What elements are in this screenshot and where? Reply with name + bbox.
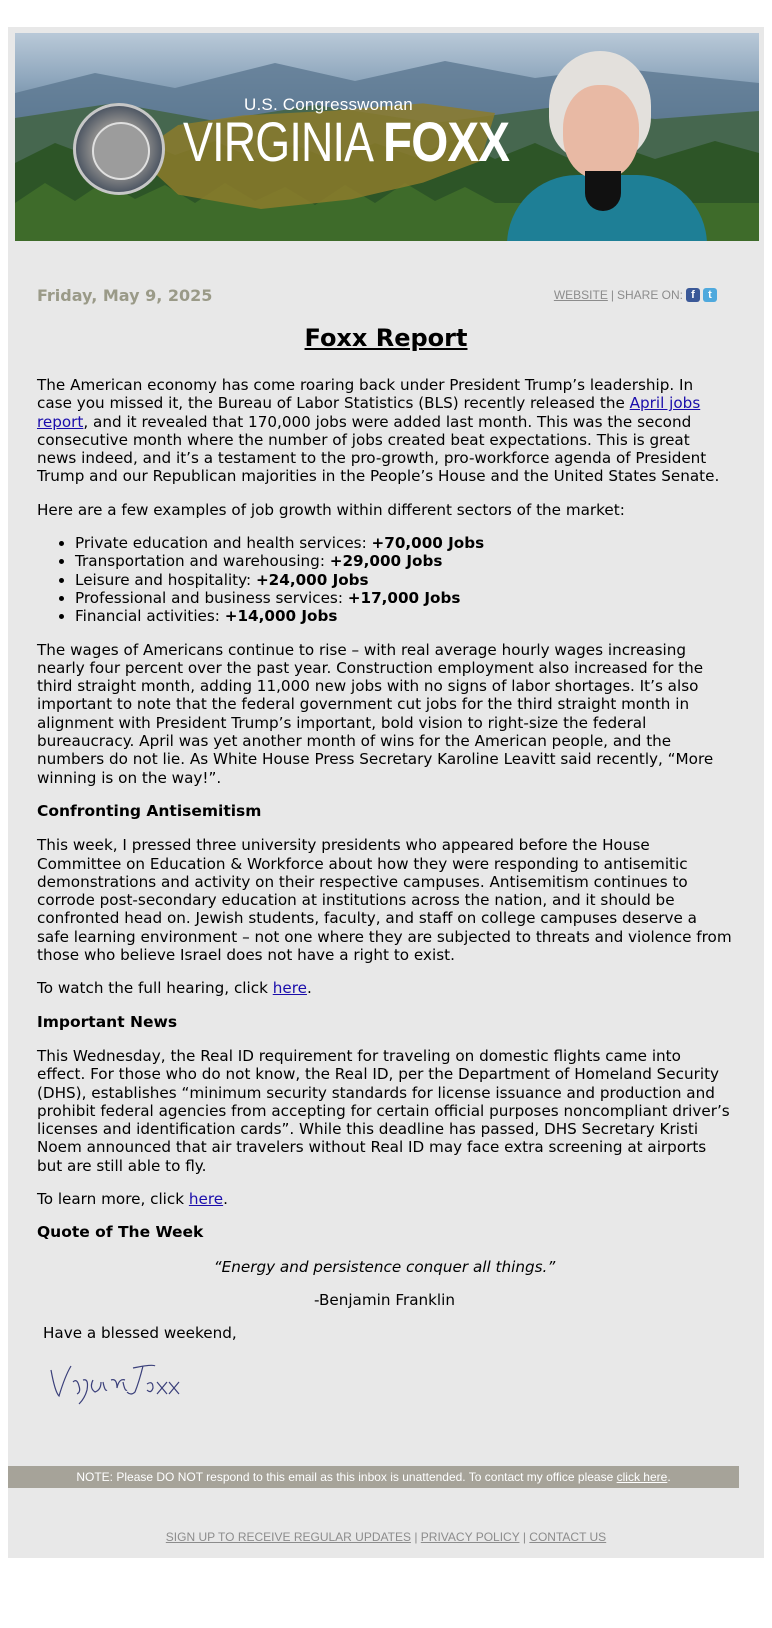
list-item: • Transportation and warehousing: +29,000 Jobs [75, 552, 732, 570]
footer-notice: NOTE: Please DO NOT respond to this email as this inbox is unattended. To contact my office please click here. [8, 1466, 739, 1488]
share-bar [554, 288, 717, 302]
privacy-policy-link[interactable]: PRIVACY POLICY [420, 1530, 520, 1544]
real-id-link[interactable]: here [188, 1189, 224, 1208]
header-banner [15, 33, 759, 241]
important-news-heading: Important News [37, 1012, 178, 1031]
real-id-cta: To learn more, click here. [37, 1189, 228, 1208]
issue-date: Friday, May 9, 2025 [37, 286, 213, 305]
share-label: SHARE ON: [616, 288, 683, 302]
sectors-intro: Here are a few examples of job growth within different sectors of the market: [37, 500, 625, 519]
list-item: • Professional and business services: +17,000 Jobs [75, 589, 732, 607]
contact-us-link[interactable]: CONTACT US [529, 1530, 607, 1544]
banner-name [183, 107, 510, 177]
quote-heading: Quote of The Week [37, 1223, 204, 1242]
quote-text: “Energy and persistence conquer all things.” [213, 1257, 556, 1276]
closing-line: Have a blessed weekend, [43, 1324, 237, 1343]
share-separator: | [610, 288, 614, 302]
footer-separator: | [410, 1530, 421, 1544]
list-item: • Leisure and hospitality: +24,000 Jobs [75, 571, 732, 589]
congresswoman-portrait [507, 51, 707, 241]
quote-author: -Benjamin Franklin [314, 1290, 455, 1309]
job-growth-list [37, 534, 732, 625]
footer-separator: | [519, 1530, 530, 1544]
list-item: • Private education and health services: +70,000 Jobs [75, 534, 732, 552]
important-news-paragraph: This Wednesday, the Real ID requirement for traveling on domestic flights came into effect. For those who do not know, the Real ID, per the Department of Homeland Security (DHS), establishes “minimum security standards for license issuance and production and prohibit federal agencies from accepting for certain official purposes noncompliant driver’s licenses and identification cards”. While this deadline has passed, DHS Secretary Kristi Noem announced that air travelers without Real ID may face extra screening at airports but are still able to fly. [37, 1046, 730, 1175]
signup-link[interactable]: SIGN UP TO RECEIVE REGULAR UPDATES [165, 1530, 411, 1544]
footer-links [8, 1530, 764, 1544]
contact-office-link[interactable]: click here [616, 1470, 668, 1484]
facebook-icon[interactable]: f [686, 288, 700, 302]
hearing-cta: To watch the full hearing, click here. [37, 979, 312, 998]
jobs-report-link[interactable]: April jobs report [37, 394, 701, 431]
newsletter-body [37, 376, 732, 1417]
banner-first-name: VIRGINIA [183, 110, 374, 173]
wages-paragraph: The wages of Americans continue to rise – with real average hourly wages increasing nearly four percent over the past year. Construction employment also increased for the third straight month, adding 11,000 new jobs with no signs of labor shortages. It’s also important to note that the federal government cut jobs for the third straight month in alignment with President Trump’s important, bold vision to right-size the federal bureaucracy. April was yet another month of wins for the American people, and the numbers do not lie. As White House Press Secretary Karoline Leavitt said recently, “More winning is on the way!”. [37, 640, 714, 787]
hearing-link[interactable]: here [272, 979, 307, 998]
signature-image [43, 1352, 183, 1412]
antisemitism-paragraph: This week, I pressed three university presidents who appeared before the House Committee on Education & Workforce about how they were responding to antisemitic demonstrations and activity on their respective campuses. Antisemitism continues to corrode post-secondary education at institutions across the nation, and it should be confronted head on. Jewish students, faculty, and staff on college campuses deserve a safe learning environment – not one where they are subjected to threats and violence from those who believe Israel does not have a right to exist. [37, 836, 732, 965]
intro-paragraph [37, 376, 732, 486]
intro-text-after: , and it revealed that 170,000 jobs were added last month. This was the second consecutive month where the number of jobs created beat expectations. This is great news indeed, and it’s a testament to the pro-growth, pro-workforce agenda of President Trump and our Republican majorities in the People’s House and the United States Senate. [37, 412, 720, 486]
antisemitism-heading: Confronting Antisemitism [37, 801, 262, 820]
website-link[interactable]: WEBSITE [553, 288, 608, 302]
intro-text-before: The American economy has come roaring back under President Trump’s leadership. In case you missed it, the Bureau of Labor Statistics (BLS) recently released the [37, 376, 694, 413]
list-item: • Financial activities: +14,000 Jobs [75, 607, 732, 625]
twitter-icon[interactable]: t [703, 288, 717, 302]
banner-last-name: FOXX [383, 110, 510, 173]
newsletter-title: Foxx Report [304, 324, 468, 352]
email-container [8, 27, 764, 1558]
banner-subtitle: U.S. Congresswoman [244, 95, 413, 114]
state-seal-logo [73, 103, 165, 195]
